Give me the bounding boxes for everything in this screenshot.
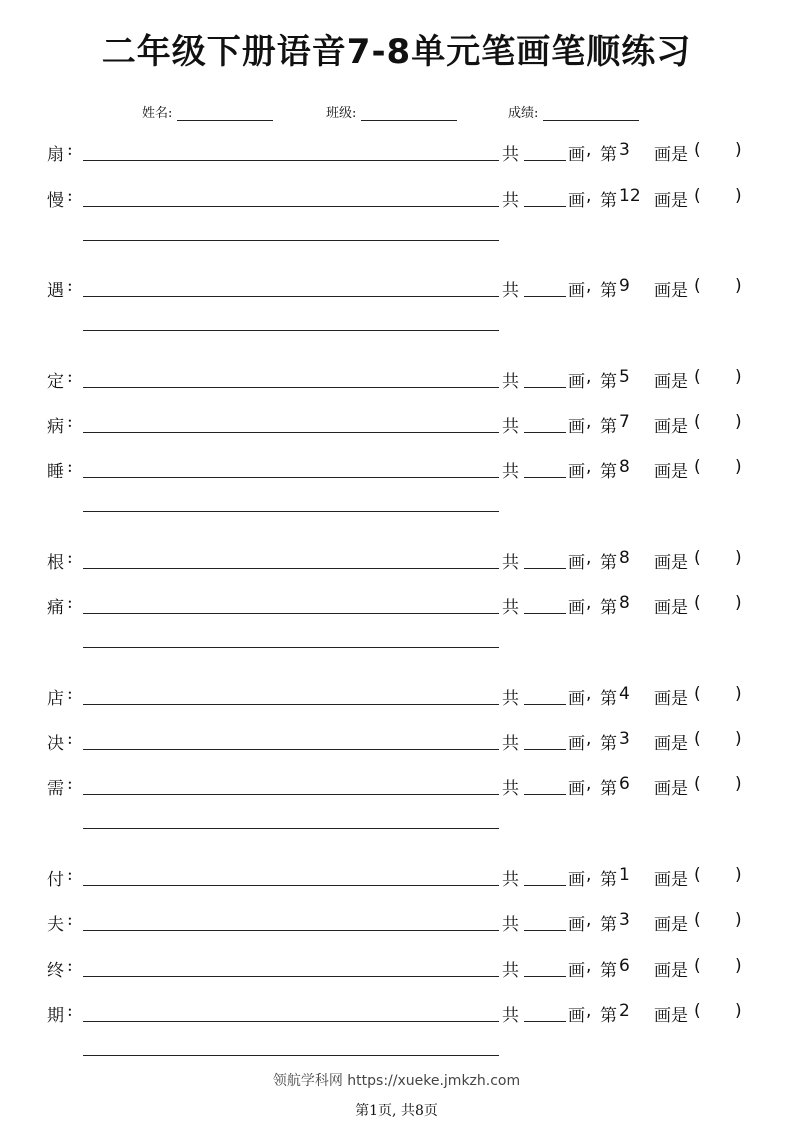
stroke-number: 8	[619, 593, 630, 613]
exercise-row	[0, 548, 793, 578]
stroke-number: 2	[619, 1001, 630, 1021]
hua-label: 画	[568, 734, 585, 754]
comma: ,	[586, 1001, 592, 1021]
gong-label: 共	[502, 553, 519, 573]
exercise-character: 根	[47, 553, 64, 573]
answer-paren-left[interactable]: (	[694, 140, 701, 160]
colon: :	[67, 548, 73, 568]
answer-paren-left[interactable]: (	[694, 729, 701, 749]
exercise-row	[0, 865, 793, 895]
answer-paren-right[interactable]: )	[735, 910, 742, 930]
name-blank[interactable]	[177, 106, 273, 121]
answer-paren-right[interactable]: )	[735, 186, 742, 206]
stroke-number: 6	[619, 956, 630, 976]
colon: :	[67, 367, 73, 387]
comma: ,	[586, 865, 592, 885]
comma: ,	[586, 412, 592, 432]
di-label: 第	[600, 281, 617, 301]
answer-paren-left[interactable]: (	[694, 412, 701, 432]
huashi-label: 画是	[654, 1006, 688, 1026]
exercise-character: 付	[47, 870, 64, 890]
answer-paren-left[interactable]: (	[694, 367, 701, 387]
colon: :	[67, 140, 73, 160]
di-label: 第	[600, 1006, 617, 1026]
huashi-label: 画是	[654, 417, 688, 437]
stroke-number: 9	[619, 276, 630, 296]
colon: :	[67, 910, 73, 930]
hua-label: 画	[568, 598, 585, 618]
gong-label: 共	[502, 961, 519, 981]
comma: ,	[586, 593, 592, 613]
di-label: 第	[600, 145, 617, 165]
answer-paren-right[interactable]: )	[735, 865, 742, 885]
hua-label: 画	[568, 191, 585, 211]
exercise-row	[0, 367, 793, 397]
class-label: 班级:	[326, 106, 357, 121]
exercise-character: 店	[47, 689, 64, 709]
stroke-writing-line[interactable]	[83, 976, 499, 977]
answer-paren-right[interactable]: )	[735, 1001, 742, 1021]
hua-label: 画	[568, 281, 585, 301]
hua-label: 画	[568, 870, 585, 890]
stroke-writing-line[interactable]	[83, 613, 499, 614]
comma: ,	[586, 276, 592, 296]
score-label: 成绩:	[508, 106, 539, 121]
stroke-writing-line[interactable]	[83, 160, 499, 161]
exercise-character: 决	[47, 734, 64, 754]
exercise-row	[0, 910, 793, 940]
stroke-number: 8	[619, 548, 630, 568]
extra-writing-line[interactable]	[83, 240, 499, 241]
gong-label: 共	[502, 1006, 519, 1026]
extra-writing-line[interactable]	[83, 1055, 499, 1056]
stroke-count-blank[interactable]	[524, 613, 566, 614]
colon: :	[67, 729, 73, 749]
stroke-count-blank[interactable]	[524, 568, 566, 569]
footer-site: 领航学科网 https://xueke.jmkzh.com	[272, 1073, 521, 1089]
extra-writing-line[interactable]	[83, 330, 499, 331]
stroke-count-blank[interactable]	[524, 477, 566, 478]
stroke-number: 4	[619, 684, 630, 704]
answer-paren-right[interactable]: )	[735, 457, 742, 477]
gong-label: 共	[502, 191, 519, 211]
comma: ,	[586, 140, 592, 160]
gong-label: 共	[502, 372, 519, 392]
exercise-character: 遇	[47, 281, 64, 301]
gong-label: 共	[502, 598, 519, 618]
score-field	[508, 102, 639, 121]
comma: ,	[586, 774, 592, 794]
answer-paren-right[interactable]: )	[735, 276, 742, 296]
answer-paren-left[interactable]: (	[694, 956, 701, 976]
exercise-row	[0, 956, 793, 986]
name-field	[142, 102, 273, 121]
answer-paren-right[interactable]: )	[735, 593, 742, 613]
stroke-writing-line[interactable]	[83, 1021, 499, 1022]
answer-paren-left[interactable]: (	[694, 865, 701, 885]
stroke-count-blank[interactable]	[524, 930, 566, 931]
di-label: 第	[600, 779, 617, 799]
stroke-writing-line[interactable]	[83, 749, 499, 750]
comma: ,	[586, 910, 592, 930]
stroke-count-blank[interactable]	[524, 206, 566, 207]
exercise-row	[0, 729, 793, 759]
stroke-writing-line[interactable]	[83, 930, 499, 931]
hua-label: 画	[568, 1006, 585, 1026]
colon: :	[67, 412, 73, 432]
answer-paren-right[interactable]: )	[735, 956, 742, 976]
exercise-row	[0, 276, 793, 306]
di-label: 第	[600, 915, 617, 935]
stroke-writing-line[interactable]	[83, 794, 499, 795]
extra-writing-line[interactable]	[83, 647, 499, 648]
exercise-row	[0, 774, 793, 804]
stroke-count-blank[interactable]	[524, 976, 566, 977]
colon: :	[67, 956, 73, 976]
stroke-writing-line[interactable]	[83, 206, 499, 207]
comma: ,	[586, 956, 592, 976]
answer-paren-left[interactable]: (	[694, 593, 701, 613]
comma: ,	[586, 729, 592, 749]
hua-label: 画	[568, 689, 585, 709]
hua-label: 画	[568, 961, 585, 981]
huashi-label: 画是	[654, 462, 688, 482]
comma: ,	[586, 367, 592, 387]
extra-writing-line[interactable]	[83, 511, 499, 512]
answer-paren-left[interactable]: (	[694, 276, 701, 296]
exercise-character: 定	[47, 372, 64, 392]
di-label: 第	[600, 191, 617, 211]
exercise-character: 扇	[47, 145, 64, 165]
exercise-row	[0, 684, 793, 714]
di-label: 第	[600, 870, 617, 890]
class-field	[326, 102, 457, 121]
gong-label: 共	[502, 281, 519, 301]
stroke-count-blank[interactable]	[524, 749, 566, 750]
huashi-label: 画是	[654, 734, 688, 754]
answer-paren-left[interactable]: (	[694, 186, 701, 206]
gong-label: 共	[502, 417, 519, 437]
hua-label: 画	[568, 145, 585, 165]
colon: :	[67, 276, 73, 296]
di-label: 第	[600, 961, 617, 981]
stroke-count-blank[interactable]	[524, 432, 566, 433]
answer-paren-right[interactable]: )	[735, 684, 742, 704]
answer-paren-right[interactable]: )	[735, 548, 742, 568]
huashi-label: 画是	[654, 372, 688, 392]
di-label: 第	[600, 553, 617, 573]
di-label: 第	[600, 462, 617, 482]
colon: :	[67, 593, 73, 613]
answer-paren-left[interactable]: (	[694, 910, 701, 930]
exercise-row	[0, 593, 793, 623]
stroke-count-blank[interactable]	[524, 160, 566, 161]
di-label: 第	[600, 689, 617, 709]
stroke-count-blank[interactable]	[524, 296, 566, 297]
huashi-label: 画是	[654, 779, 688, 799]
huashi-label: 画是	[654, 281, 688, 301]
score-blank[interactable]	[543, 106, 639, 121]
gong-label: 共	[502, 734, 519, 754]
stroke-count-blank[interactable]	[524, 1021, 566, 1022]
colon: :	[67, 774, 73, 794]
gong-label: 共	[502, 462, 519, 482]
huashi-label: 画是	[654, 145, 688, 165]
stroke-writing-line[interactable]	[83, 296, 499, 297]
stroke-writing-line[interactable]	[83, 704, 499, 705]
di-label: 第	[600, 372, 617, 392]
exercise-character: 终	[47, 961, 64, 981]
gong-label: 共	[502, 145, 519, 165]
hua-label: 画	[568, 553, 585, 573]
footer-page-number: 第1页, 共8页	[355, 1103, 438, 1119]
class-blank[interactable]	[361, 106, 457, 121]
answer-paren-left[interactable]: (	[694, 457, 701, 477]
answer-paren-left[interactable]: (	[694, 548, 701, 568]
stroke-number: 3	[619, 729, 630, 749]
colon: :	[67, 457, 73, 477]
di-label: 第	[600, 598, 617, 618]
answer-paren-right[interactable]: )	[735, 774, 742, 794]
di-label: 第	[600, 734, 617, 754]
hua-label: 画	[568, 915, 585, 935]
huashi-label: 画是	[654, 191, 688, 211]
exercise-row	[0, 186, 793, 216]
stroke-writing-line[interactable]	[83, 387, 499, 388]
stroke-number: 8	[619, 457, 630, 477]
exercise-character: 期	[47, 1006, 64, 1026]
exercise-character: 需	[47, 779, 64, 799]
colon: :	[67, 684, 73, 704]
stroke-number: 5	[619, 367, 630, 387]
colon: :	[67, 1001, 73, 1021]
stroke-number: 6	[619, 774, 630, 794]
stroke-number: 3	[619, 140, 630, 160]
exercise-row	[0, 457, 793, 487]
exercise-row	[0, 412, 793, 442]
answer-paren-right[interactable]: )	[735, 367, 742, 387]
answer-paren-left[interactable]: (	[694, 1001, 701, 1021]
colon: :	[67, 186, 73, 206]
hua-label: 画	[568, 779, 585, 799]
exercise-character: 病	[47, 417, 64, 437]
comma: ,	[586, 548, 592, 568]
colon: :	[67, 865, 73, 885]
name-label: 姓名:	[142, 106, 173, 121]
stroke-writing-line[interactable]	[83, 885, 499, 886]
stroke-number: 7	[619, 412, 630, 432]
stroke-writing-line[interactable]	[83, 432, 499, 433]
exercise-character: 睡	[47, 462, 64, 482]
hua-label: 画	[568, 462, 585, 482]
stroke-writing-line[interactable]	[83, 568, 499, 569]
hua-label: 画	[568, 372, 585, 392]
stroke-count-blank[interactable]	[524, 794, 566, 795]
di-label: 第	[600, 417, 617, 437]
gong-label: 共	[502, 915, 519, 935]
gong-label: 共	[502, 870, 519, 890]
exercise-row	[0, 140, 793, 170]
stroke-count-blank[interactable]	[524, 885, 566, 886]
extra-writing-line[interactable]	[83, 828, 499, 829]
answer-paren-left[interactable]: (	[694, 774, 701, 794]
exercise-character: 痛	[47, 598, 64, 618]
huashi-label: 画是	[654, 961, 688, 981]
gong-label: 共	[502, 689, 519, 709]
page-title: 二年级下册语音7-8单元笔画笔顺练习	[101, 32, 692, 72]
exercise-character: 慢	[47, 191, 64, 211]
exercise-character: 夫	[47, 915, 64, 935]
answer-paren-right[interactable]: )	[735, 140, 742, 160]
comma: ,	[586, 457, 592, 477]
stroke-count-blank[interactable]	[524, 387, 566, 388]
stroke-number: 12	[619, 186, 641, 206]
stroke-count-blank[interactable]	[524, 704, 566, 705]
huashi-label: 画是	[654, 598, 688, 618]
answer-paren-right[interactable]: )	[735, 412, 742, 432]
stroke-number: 3	[619, 910, 630, 930]
hua-label: 画	[568, 417, 585, 437]
answer-paren-left[interactable]: (	[694, 684, 701, 704]
stroke-writing-line[interactable]	[83, 477, 499, 478]
comma: ,	[586, 186, 592, 206]
huashi-label: 画是	[654, 870, 688, 890]
answer-paren-right[interactable]: )	[735, 729, 742, 749]
comma: ,	[586, 684, 592, 704]
huashi-label: 画是	[654, 689, 688, 709]
huashi-label: 画是	[654, 553, 688, 573]
gong-label: 共	[502, 779, 519, 799]
huashi-label: 画是	[654, 915, 688, 935]
exercise-row	[0, 1001, 793, 1031]
stroke-number: 1	[619, 865, 630, 885]
